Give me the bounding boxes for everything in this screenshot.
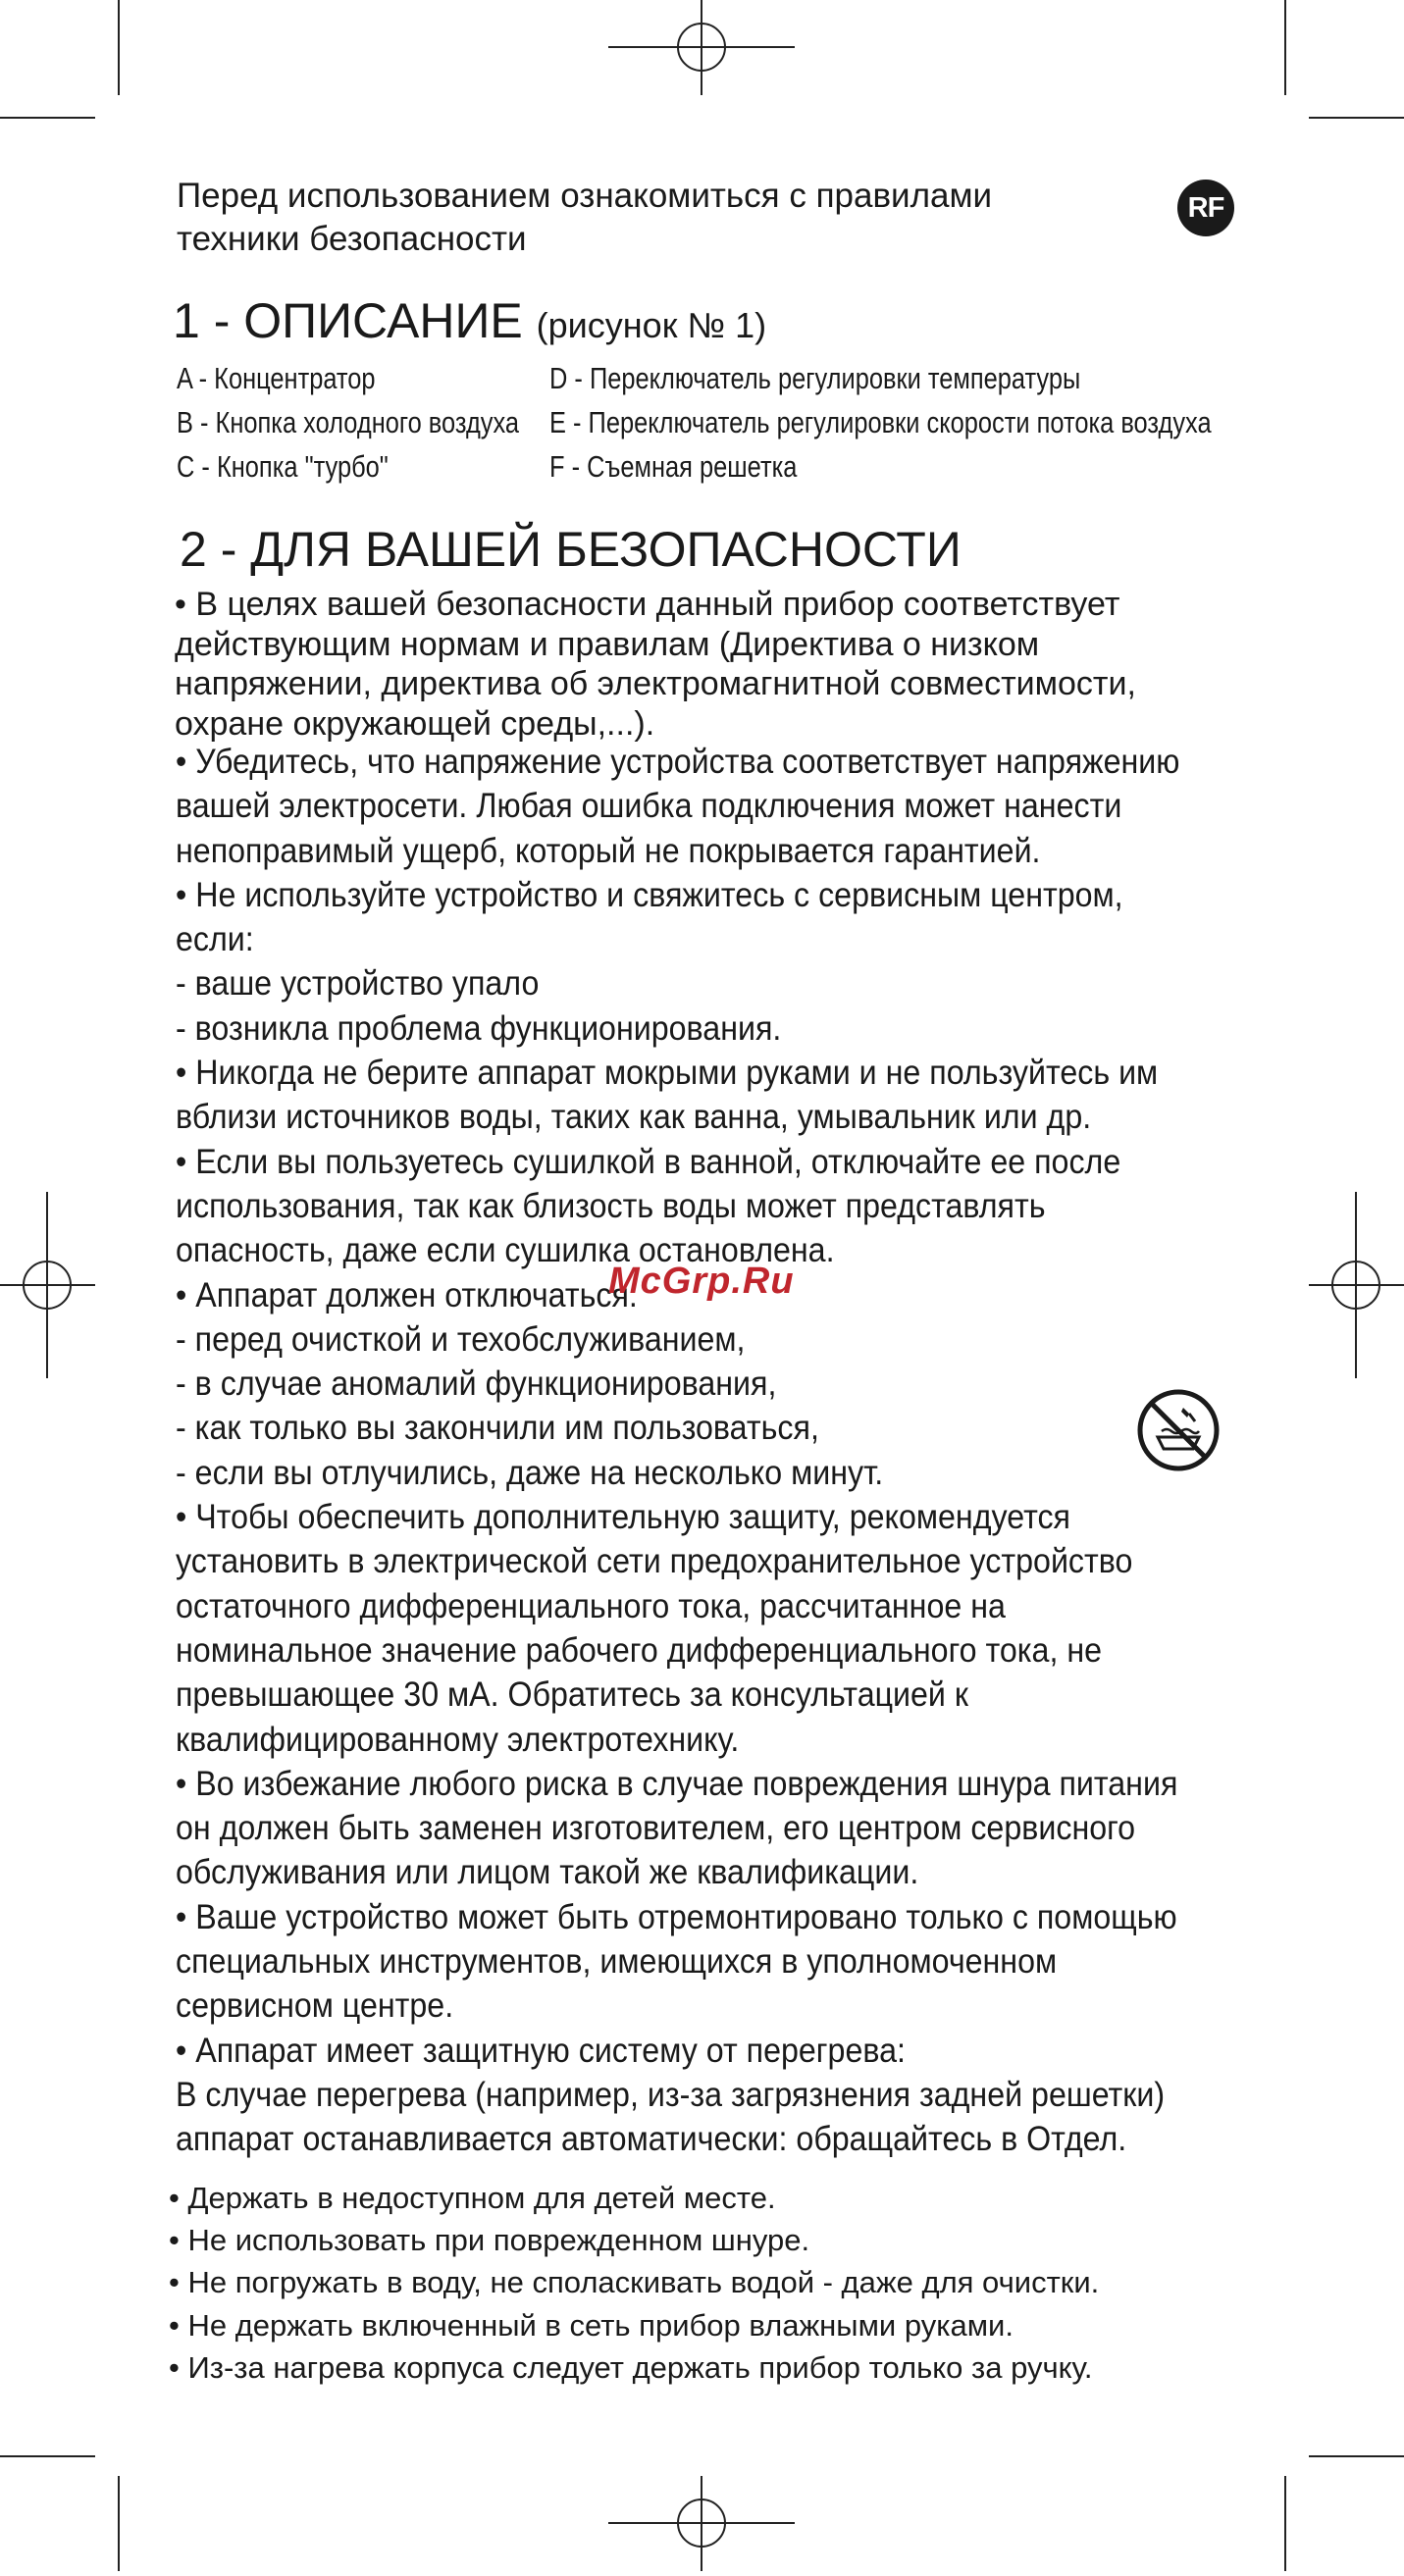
no-bath-warning-icon <box>1136 1388 1221 1472</box>
section-1-heading <box>173 291 766 355</box>
text-line: - возникла проблема функционирования. <box>176 1008 782 1048</box>
text-line: напряжении, директива об электромагнитной совместимости, <box>175 665 1136 702</box>
parts-list-left <box>177 356 519 489</box>
text-line: • Аппарат должен отключаться: <box>176 1275 638 1314</box>
text-line: • Не использовать при поврежденном шнуре. <box>169 2223 810 2258</box>
text-line: аппарат останавливается автоматически: обращайтесь в Отдел. <box>176 2120 1127 2159</box>
text-line: • Не держать включенный в сеть прибор влажными руками. <box>169 2307 1014 2343</box>
text-line: • Не погружать в воду, не споласкивать водой - даже для очистки. <box>169 2265 1100 2300</box>
safety-paragraph-intro <box>175 585 1254 744</box>
safety-instructions <box>176 740 1259 2162</box>
crop-mark-right-top <box>1309 117 1404 119</box>
registration-crosshair-icon <box>1309 1192 1404 1378</box>
text-line: - перед очисткой и техобслуживанием, <box>176 1319 746 1359</box>
section-2-heading: 2 - ДЛЯ ВАШЕЙ БЕЗОПАСНОСТИ <box>180 522 962 577</box>
text-line: вашей электросети. Любая ошибка подключения может нанести <box>176 787 1122 826</box>
part-item: C - Кнопка "турбо" <box>177 449 389 484</box>
text-line: специальных инструментов, имеющихся в уполномоченном <box>176 1942 1058 1982</box>
part-item: E - Переключатель регулировки скорости потока воздуха <box>549 405 1212 439</box>
text-line: сервисном центре. <box>176 1986 454 2026</box>
crop-mark-top-right <box>1284 0 1286 95</box>
section-1-title: 1 - ОПИСАНИЕ <box>173 293 523 348</box>
registration-crosshair-icon <box>608 0 795 95</box>
text-line: В случае перегрева (например, из-за загрязнения задней решетки) <box>176 2075 1166 2114</box>
text-line: • Не используйте устройство и свяжитесь с сервисным центром, <box>176 875 1123 914</box>
intro-line: техники безопасности <box>177 220 527 258</box>
text-line: • Ваше устройство может быть отремонтировано только с помощью <box>176 1897 1177 1936</box>
part-item: B - Кнопка холодного воздуха <box>177 405 520 439</box>
watermark: McGrp.Ru <box>608 1261 795 1302</box>
text-line: непоправимый ущерб, который не покрывается гарантией. <box>176 831 1041 870</box>
text-line: остаточного дифференциального тока, рассчитанное на <box>176 1586 1006 1625</box>
crop-mark-top-left <box>118 0 120 95</box>
text-line: обслуживания или лицом такой же квалификации. <box>176 1853 919 1892</box>
text-line: • В целях вашей безопасности данный прибор соответствует <box>175 586 1120 623</box>
crop-mark-bottom-left <box>118 2476 120 2571</box>
text-line: • Если вы пользуетесь сушилкой в ванной, отключайте ее после <box>176 1142 1121 1181</box>
crop-mark-bottom-right <box>1284 2476 1286 2571</box>
intro-text <box>177 175 1099 261</box>
text-line: • Никогда не берите аппарат мокрыми руками и не пользуйтесь им <box>176 1054 1159 1093</box>
text-line: номинальное значение рабочего дифференциального тока, не <box>176 1630 1103 1670</box>
part-item: D - Переключатель регулировки температуры <box>549 361 1081 395</box>
text-line: - как только вы закончили им пользоваться, <box>176 1409 819 1448</box>
text-line: действующим нормам и правилам (Директива о низком <box>175 625 1040 663</box>
crop-mark-left-top <box>0 117 95 119</box>
language-badge: RF <box>1177 180 1234 236</box>
crop-mark-right-bottom <box>1309 2455 1404 2457</box>
registration-crosshair-icon <box>608 2476 795 2571</box>
part-item: A - Концентратор <box>177 361 376 395</box>
text-line: - если вы отлучились, даже на несколько минут. <box>176 1453 884 1492</box>
text-line: • Держать в недоступном для детей месте. <box>169 2181 776 2215</box>
text-line: если: <box>176 920 254 959</box>
text-line: опасность, даже если сушилка остановлена. <box>176 1231 835 1270</box>
crop-mark-left-bottom <box>0 2455 95 2457</box>
text-line: • Убедитесь, что напряжение устройства соответствует напряжению <box>176 743 1180 781</box>
text-line: - ваше устройство упало <box>176 964 540 1004</box>
text-line: квалифицированному электротехнику. <box>176 1720 740 1759</box>
text-line: • Во избежание любого риска в случае повреждения шнура питания <box>176 1764 1178 1803</box>
safety-summary-list <box>169 2177 1346 2389</box>
text-line: использования, так как близость воды может представлять <box>176 1186 1046 1225</box>
text-line: превышающее 30 мА. Обратитесь за консультацией к <box>176 1675 968 1715</box>
text-line: • Аппарат имеет защитную систему от перегрева: <box>176 2031 906 2070</box>
text-line: - в случае аномалий функционирования, <box>176 1365 777 1404</box>
text-line: охране окружающей среды,...). <box>175 704 655 743</box>
text-line: вблизи источников воды, таких как ванна, умывальник или др. <box>176 1098 1092 1137</box>
intro-line: Перед использованием ознакомиться с правилами <box>177 177 993 215</box>
text-line: • Из-за нагрева корпуса следует держать прибор только за ручку. <box>169 2349 1093 2385</box>
part-item: F - Съемная решетка <box>549 449 798 484</box>
text-line: • Чтобы обеспечить дополнительную защиту, рекомендуется <box>176 1498 1070 1537</box>
text-line: он должен быть заменен изготовителем, его центром сервисного <box>176 1809 1136 1848</box>
section-1-subtitle: (рисунок № 1) <box>536 305 767 345</box>
registration-crosshair-icon <box>0 1192 95 1378</box>
text-line: установить в электрической сети предохранительное устройство <box>176 1542 1133 1581</box>
parts-list-right <box>549 356 1212 489</box>
